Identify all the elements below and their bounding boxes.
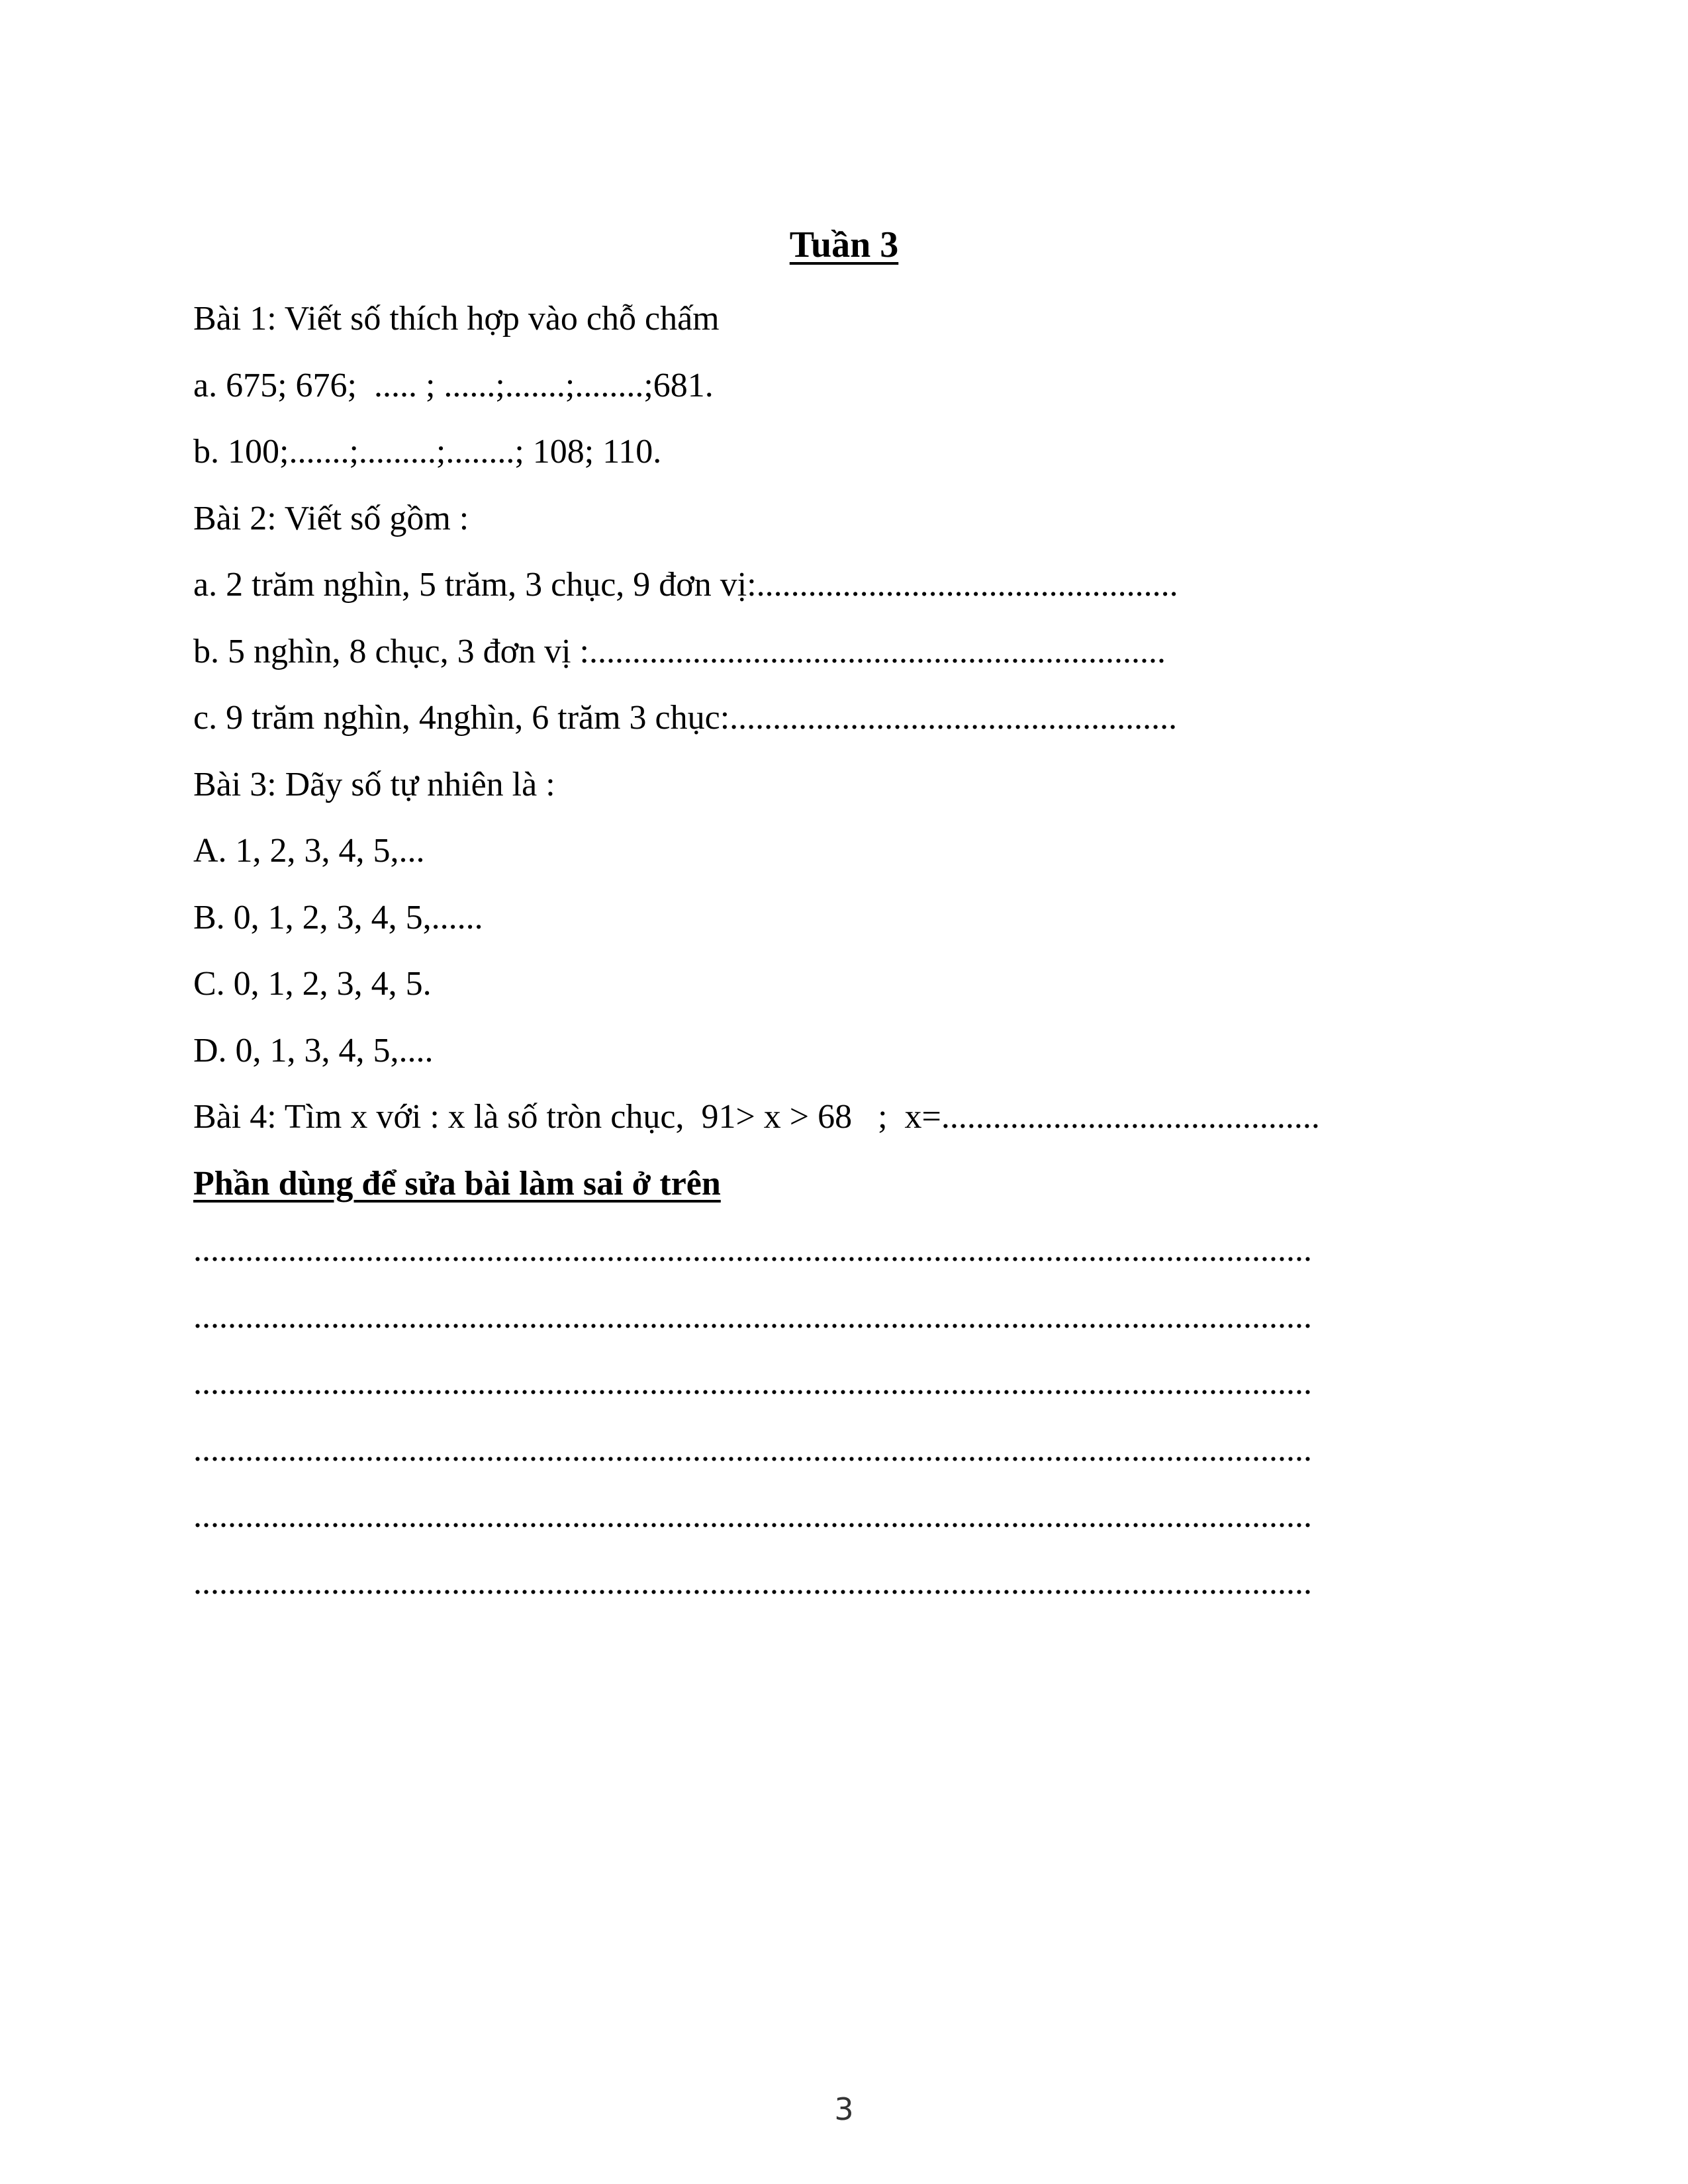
bai2-heading: Bài 2: Viết số gồm :	[193, 499, 469, 537]
page-number: 3	[834, 2091, 854, 2127]
bai1-item-a: a. 675; 676; ..... ; ......;.......;........;681.	[193, 366, 714, 404]
bai3-option-b: B. 0, 1, 2, 3, 4, 5,......	[193, 898, 483, 936]
bai4-text: Bài 4: Tìm x với : x là số tròn chục, 91> x > 68 ; x=............................................	[193, 1098, 1320, 1136]
bai2-item-a: a. 2 trăm nghìn, 5 trăm, 3 chục, 9 đơn vị:.................................................	[193, 566, 1178, 604]
correction-line-4: ..................................................................................................................................	[193, 1430, 1312, 1469]
correction-line-2: ..................................................................................................................................	[193, 1297, 1312, 1336]
correction-line-6: ..................................................................................................................................	[193, 1563, 1312, 1602]
bai3-heading: Bài 3: Dãy số tự nhiên là :	[193, 765, 555, 803]
correction-line-3: ..................................................................................................................................	[193, 1364, 1312, 1402]
correction-line-1: ..................................................................................................................................	[193, 1231, 1312, 1269]
bai1-heading: Bài 1: Viết số thích hợp vào chỗ chấm	[193, 300, 720, 338]
bai3-option-d: D. 0, 1, 3, 4, 5,....	[193, 1031, 434, 1069]
bai2-item-b: b. 5 nghìn, 8 chục, 3 đơn vị :...................................................................	[193, 632, 1166, 670]
bai2-item-c: c. 9 trăm nghìn, 4nghìn, 6 trăm 3 chục:....................................................	[193, 699, 1178, 737]
bai1-item-b: b. 100;.......;.........;........; 108; 110.	[193, 433, 662, 471]
page-title: Tuần 3	[789, 224, 899, 265]
correction-line-5: ..................................................................................................................................	[193, 1497, 1312, 1535]
correction-heading: Phần dùng để sửa bài làm sai ở trên	[193, 1164, 721, 1203]
exercise-content	[193, 286, 1504, 1616]
bai3-option-c: C. 0, 1, 2, 3, 4, 5.	[193, 965, 432, 1003]
bai3-option-a: A. 1, 2, 3, 4, 5,...	[193, 832, 425, 870]
